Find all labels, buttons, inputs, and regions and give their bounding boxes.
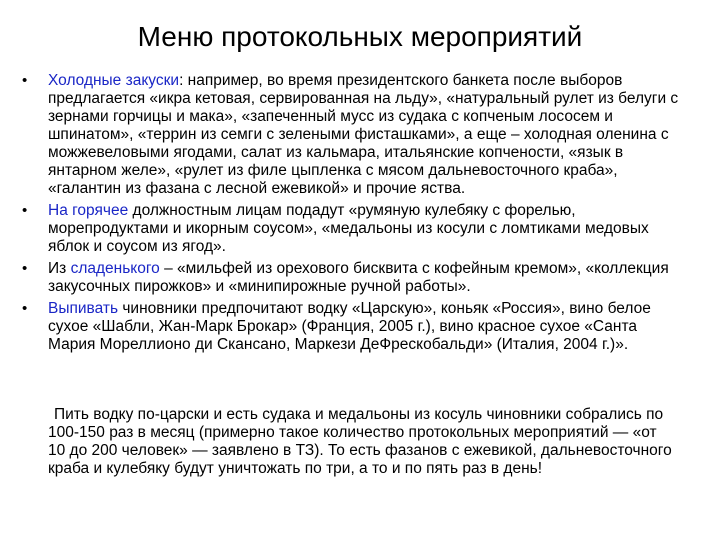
- bullet-text: – «мильфей из орехового бисквита с кофейным кремом», «коллекция закусочных пирожков» и «минипирожные ручной работы».: [48, 260, 669, 295]
- bullet-highlight: сладенького: [70, 260, 160, 277]
- bullet-mark: •: [22, 202, 28, 219]
- bullet-highlight: Выпивать: [48, 300, 119, 317]
- bullet-mark: •: [22, 260, 28, 277]
- bullet-mark: •: [22, 72, 28, 89]
- bullet-item-drinks: [22, 300, 682, 354]
- bullet-prefix: Из: [48, 260, 71, 277]
- bullet-text: чиновники предпочитают водку «Царскую», коньяк «Россия», вино белое сухое «Шабли, Жан-Марк Брокар» (Франция, 2005 г.), вино красное сухое «Санта Мария Мореллионо ди Скансано, Маркези ДеФрескобальди» (Италия, 2004 г.)».: [48, 300, 651, 353]
- bullet-item-desserts: [22, 260, 682, 296]
- bullet-highlight: Холодные закуски: [48, 72, 180, 89]
- bullet-text: : например, во время президентского банкета после выборов предлагается «икра кетовая, сервированная на льду», «натуральный рулет из белуги с зернами горчицы и мака», «запеченный мусс из судака с копченым лососем и шпинатом», «террин из семги с зелеными фисташками», а еще – холодная оленина с можжевеловыми ягодами, салат из кальмара, итальянские копчености, «язык в янтарном желе», «рулет из филе цыпленка с мясом дальневосточного краба», «галантин из фазана с лесной ежевикой» и прочие яства.: [48, 72, 679, 197]
- bullet-highlight: На горячее: [48, 202, 129, 219]
- summary-text: Пить водку по-царски и есть судака и медальоны из косуль чиновники собрались по 100-150 раз в месяц (примерно такое количество протокольных мероприятий — «от 10 до 200 человек» — заявлено в ТЗ). То есть фазанов с ежевикой, дальневосточного краба и кулебяку будут уничтожать по три, а то и по пять раз в день!: [48, 406, 672, 477]
- summary-paragraph: [48, 406, 678, 478]
- bullet-text: должностным лицам подадут «румяную кулебяку с форелью, морепродуктами и икорным соусом», «медальоны из косули с ломтиками медовых яблок и соусом из ягод».: [48, 202, 649, 255]
- bullet-item-hot-dishes: [22, 202, 682, 256]
- bullet-list: [22, 72, 682, 358]
- bullet-item-cold-appetizers: [22, 72, 682, 198]
- bullet-mark: •: [22, 300, 28, 317]
- slide-title: Меню протокольных мероприятий: [137, 21, 583, 52]
